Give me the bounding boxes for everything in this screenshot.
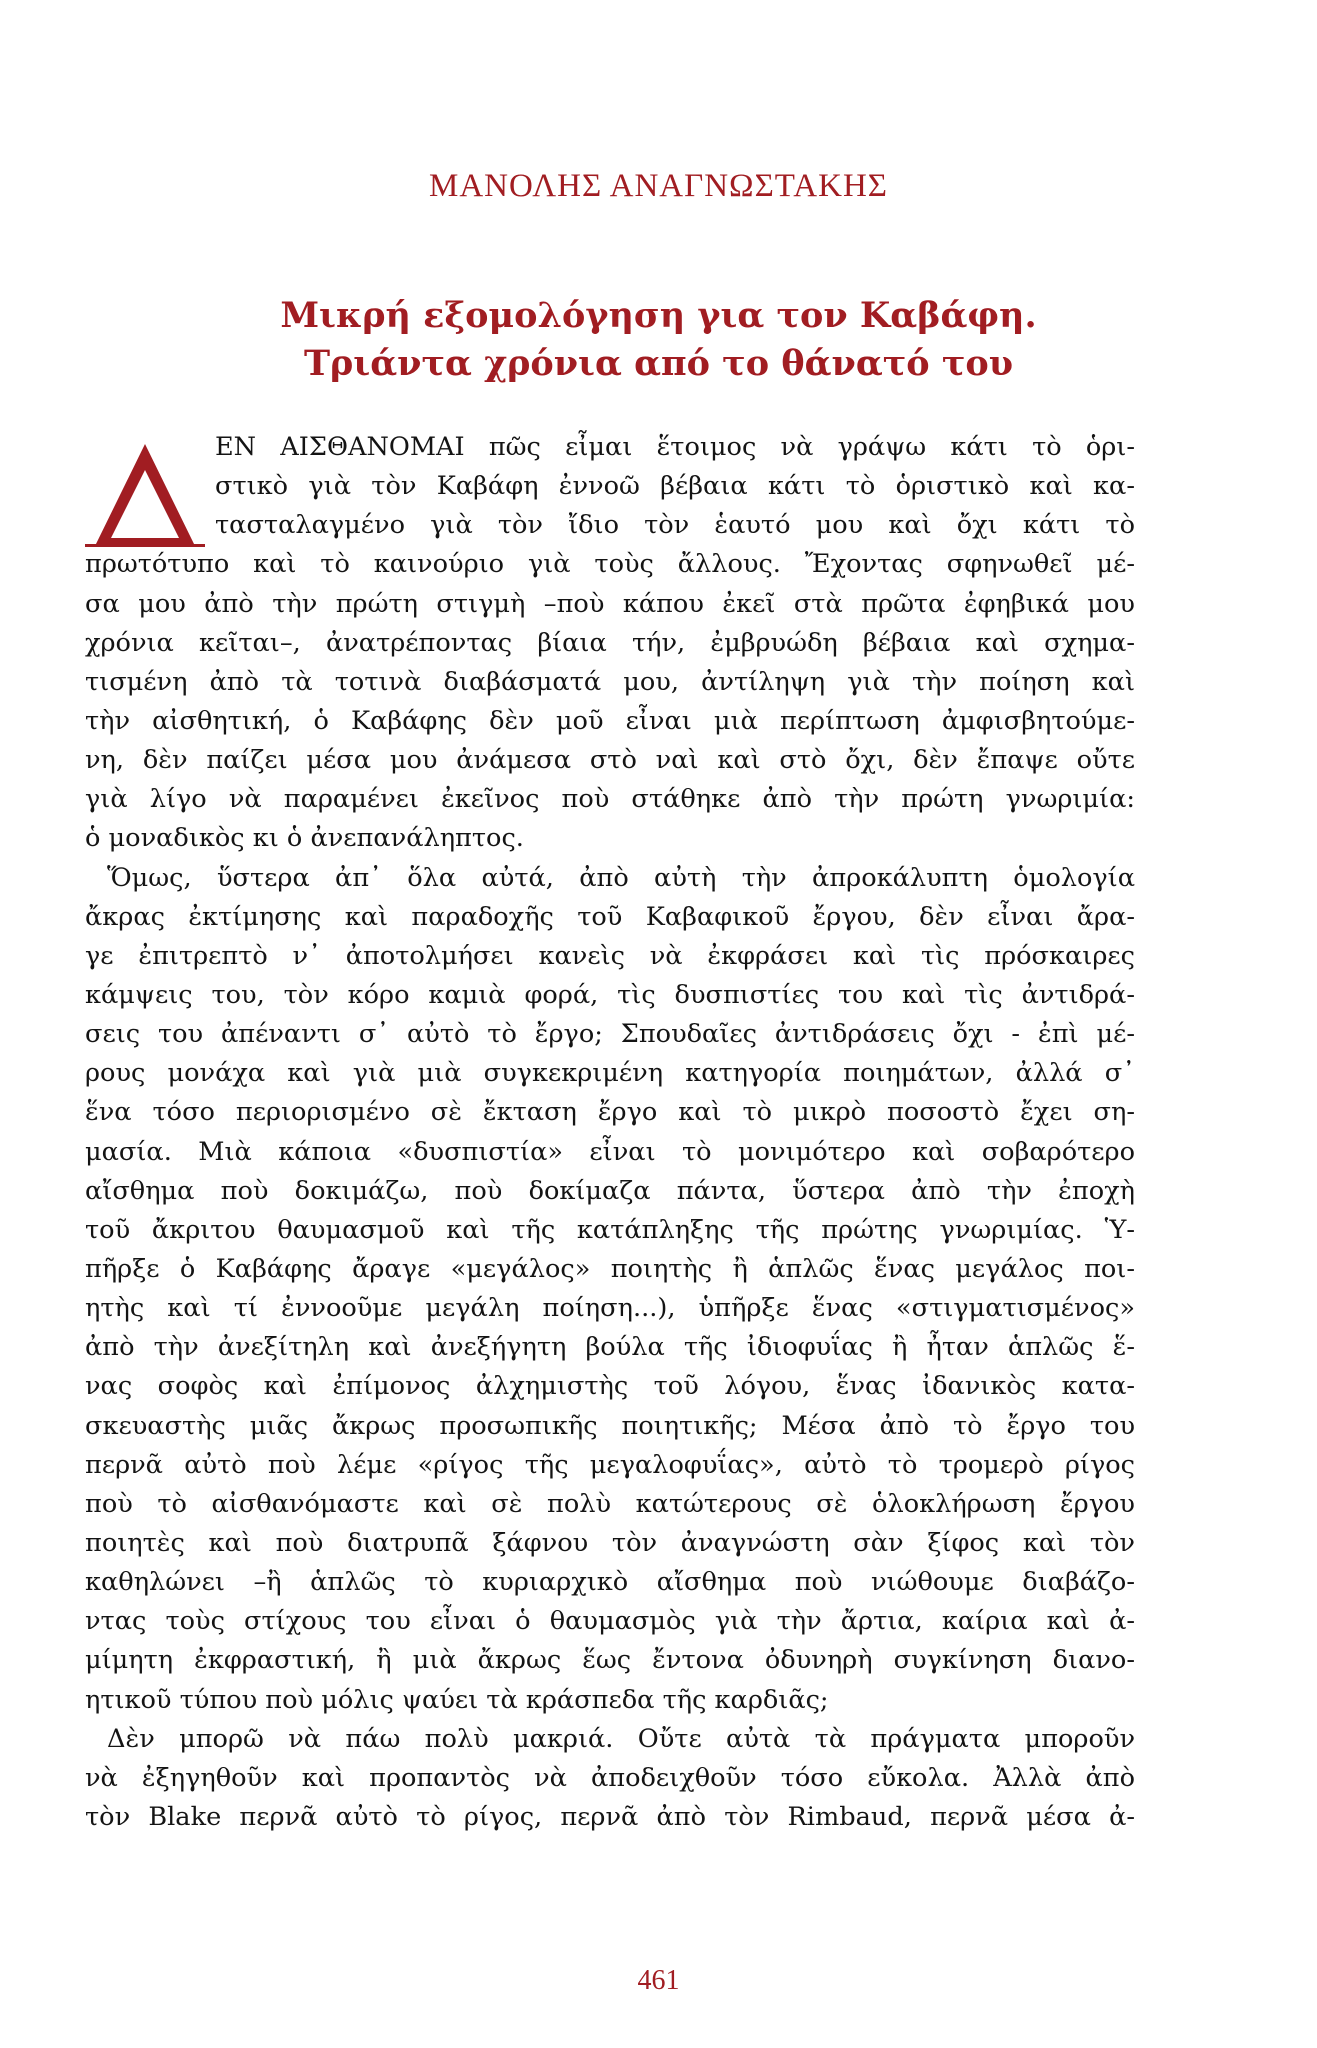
text-line: σα μου ἀπὸ τὴν πρώτη στιγμὴ –ποὺ κάπου ἐκεῖ στὰ πρῶτα ἐφηβικά μου xyxy=(85,588,1135,619)
text-line: νας σοφὸς καὶ ἐπίμονος ἀλχημιστὴς τοῦ λόγου, ἕνας ἰδανικὸς κατα- xyxy=(85,1371,1135,1402)
text-line: αἴσθημα ποὺ δοκιμάζω, ποὺ δοκίμαζα πάντα, ὕστερα ἀπὸ τὴν ἐποχὴ xyxy=(85,1175,1135,1206)
author-name: ΜΑΝΟΛΗΣ ΑΝΑΓΝΩΣΤΑΚΗΣ xyxy=(428,168,888,204)
text-line: χρόνια κεῖται–, ἀνατρέποντας βίαια τήν, ἐμβρυώδη βέβαια καὶ σχημα- xyxy=(85,627,1135,658)
text-line: τισμένη ἀπὸ τὰ τοτινὰ διαβάσματά μου, ἀντίληψη γιὰ τὴν ποίηση καὶ xyxy=(85,666,1135,697)
article-body xyxy=(85,428,1135,1837)
text-line: τοῦ ἄκριτου θαυμασμοῦ καὶ τῆς κατάπληξης τῆς πρώτης γνωριμίας. Ὑ- xyxy=(85,1214,1135,1245)
text-line: γε ἐπιτρεπτὸ ν᾽ ἀποτολμήσει κανεὶς νὰ ἐκφράσει καὶ τὶς πρόσκαιρες xyxy=(85,940,1135,971)
page-number: 461 xyxy=(637,1965,680,1996)
text-line: σεις του ἀπέναντι σ᾽ αὐτὸ τὸ ἔργο; Σπουδαῖες ἀντιδράσεις ὄχι - ἐπὶ μέ- xyxy=(85,1019,1135,1050)
text-line: ντας τοὺς στίχους του εἶναι ὁ θαυμασμὸς γιὰ τὴν ἄρτια, καίρια καὶ ἀ- xyxy=(85,1606,1135,1637)
text-line: ητὴς καὶ τί ἐννοοῦμε μεγάλη ποίηση...), ὑπῆρξε ἕνας «στιγματισμένος» xyxy=(85,1293,1135,1324)
text-line: πρωτότυπο καὶ τὸ καινούριο γιὰ τοὺς ἄλλους. Ἔχοντας σφηνωθεῖ μέ- xyxy=(85,549,1135,580)
text-line: περνᾶ αὐτὸ ποὺ λέμε «ρίγος τῆς μεγαλοφυΐας», αὐτὸ τὸ τρομερὸ ρίγος xyxy=(85,1449,1135,1480)
text-line: ἀπὸ τὴν ἀνεξίτηλη καὶ ἀνεξήγητη βούλα τῆς ἰδιοφυΐας ἢ ἦταν ἁπλῶς ἕ- xyxy=(85,1332,1135,1363)
text-line: μασία. Μιὰ κάποια «δυσπιστία» εἶναι τὸ μονιμότερο καὶ σοβαρότερο xyxy=(85,1136,1135,1167)
text-line: στικὸ γιὰ τὸν Καβάφη ἐννοῶ βέβαια κάτι τὸ ὁριστικὸ καὶ κα- xyxy=(215,471,1135,502)
article-title xyxy=(0,292,1317,388)
opening-block xyxy=(85,428,1135,545)
drop-cap xyxy=(85,440,205,552)
text-line: πῆρξε ὁ Καβάφης ἄραγε «μεγάλος» ποιητὴς ἢ ἁπλῶς ἕνας μεγάλος ποι- xyxy=(85,1253,1135,1284)
opening-lines xyxy=(85,428,1135,545)
text-line: νὰ ἐξηγηθοῦν καὶ προπαντὸς νὰ ἀποδειχθοῦν τόσο εὔκολα. Ἀλλὰ ἀπὸ xyxy=(85,1762,1135,1793)
text-line: μίμητη ἐκφραστική, ἢ μιὰ ἄκρως ἕως ἔντονα ὀδυνηρὴ συγκίνηση διανο- xyxy=(85,1645,1135,1676)
text-line: ΕΝ ΑΙΣΘΑΝΟΜΑΙ πῶς εἶμαι ἕτοιμος νὰ γράψω κάτι τὸ ὁρι- xyxy=(215,432,1135,462)
text-line: ἄκρας ἐκτίμησης καὶ παραδοχῆς τοῦ Καβαφικοῦ ἔργου, δὲν εἶναι ἄρα- xyxy=(85,901,1135,932)
drop-cap-letter: Δ xyxy=(145,520,146,521)
text-line: κάμψεις του, τὸν κόρο καμιὰ φορά, τὶς δυσπιστίες του καὶ τὶς ἀντιδρά- xyxy=(85,979,1135,1010)
text-line: ποὺ τὸ αἰσθανόμαστε καὶ σὲ πολὺ κατώτερους σὲ ὁλοκλήρωση ἔργου xyxy=(85,1488,1135,1519)
paragraphs xyxy=(85,545,1135,1837)
title-line-1: Μικρή εξομολόγηση για τον Καβάφη. xyxy=(280,295,1037,336)
text-line: Ὅμως, ὕστερα ἀπ᾽ ὅλα αὐτά, ἀπὸ αὐτὴ τὴν ἀπροκάλυπτη ὁμολογία xyxy=(107,862,1135,893)
text-line: τὸν Blake περνᾶ αὐτὸ τὸ ρίγος, περνᾶ ἀπὸ τὸν Rimbaud, περνᾶ μέσα ἀ- xyxy=(85,1801,1135,1832)
title-line-2: Τριάντα χρόνια από το θάνατό του xyxy=(303,343,1014,384)
paragraph xyxy=(85,1720,1135,1837)
text-line: ρους μονάχα καὶ γιὰ μιὰ συγκεκριμένη κατηγορία ποιημάτων, ἀλλά σ᾽ xyxy=(85,1058,1135,1089)
paragraph xyxy=(85,859,1135,1720)
text-line: σκευαστὴς μιᾶς ἄκρως προσωπικῆς ποιητικῆς; Μέσα ἀπὸ τὸ ἔργο του xyxy=(85,1410,1135,1441)
text-line: ητικοῦ τύπου ποὺ μόλις ψαύει τὰ κράσπεδα τῆς καρδιᾶς; xyxy=(85,1684,829,1715)
text-line: καθηλώνει –ἢ ἁπλῶς τὸ κυριαρχικὸ αἴσθημα ποὺ νιώθουμε διαβάζο- xyxy=(85,1567,1135,1598)
text-line: γιὰ λίγο νὰ παραμένει ἐκεῖνος ποὺ στάθηκε ἀπὸ τὴν πρώτη γνωριμία: xyxy=(85,784,1135,815)
text-line: ὁ μοναδικὸς κι ὁ ἀνεπανάληπτος. xyxy=(85,823,524,854)
text-line: νη, δὲν παίζει μέσα μου ἀνάμεσα στὸ ναὶ καὶ στὸ ὄχι, δὲν ἔπαψε οὔτε xyxy=(85,745,1135,776)
text-line: τασταλαγμένο γιὰ τὸν ἴδιο τὸν ἑαυτό μου καὶ ὄχι κάτι τὸ xyxy=(215,510,1135,541)
paragraph xyxy=(85,545,1135,858)
text-line: ποιητὲς καὶ ποὺ διατρυπᾶ ξάφνου τὸν ἀναγνώστη σὰν ξίφος καὶ τὸν xyxy=(85,1527,1135,1558)
text-line: Δὲν μπορῶ νὰ πάω πολὺ μακριά. Οὔτε αὐτὰ τὰ πράγματα μποροῦν xyxy=(107,1723,1135,1754)
text-line: τὴν αἰσθητική, ὁ Καβάφης δὲν μοῦ εἶναι μιὰ περίπτωση ἀμφισβητούμε- xyxy=(85,705,1135,736)
text-line: ἕνα τόσο περιορισμένο σὲ ἔκταση ἔργο καὶ τὸ μικρὸ ποσοστὸ ἔχει ση- xyxy=(85,1097,1135,1128)
